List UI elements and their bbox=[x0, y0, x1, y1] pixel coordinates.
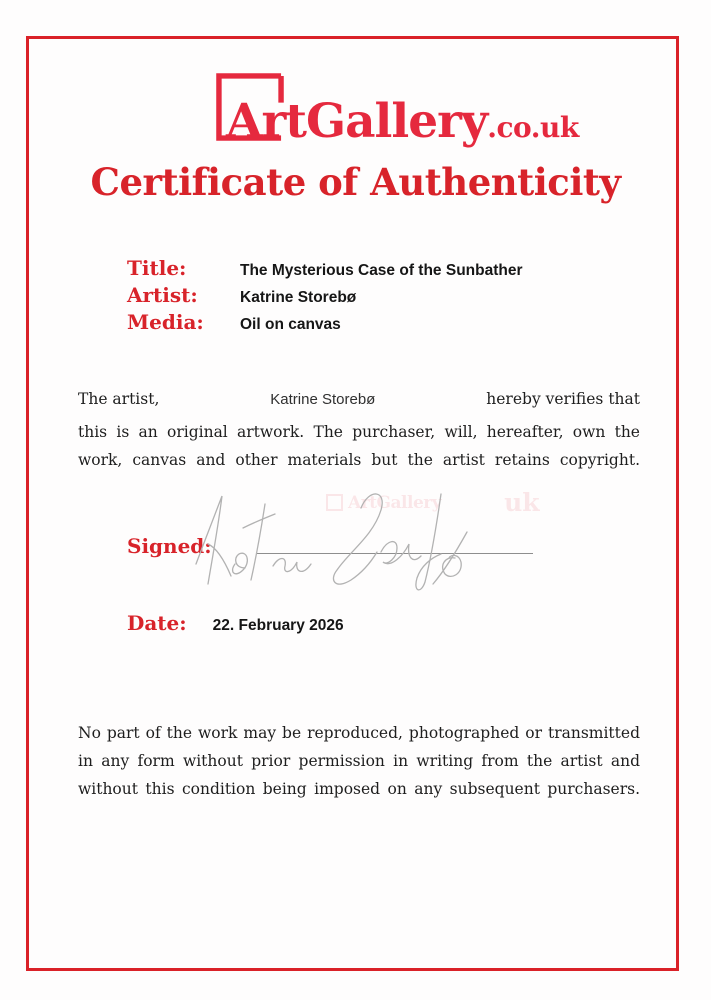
title-value: The Mysterious Case of the Sunbather bbox=[240, 262, 523, 279]
signed-label: Signed: bbox=[127, 534, 212, 558]
field-row-title bbox=[127, 256, 523, 283]
verification-prefix: The artist, bbox=[78, 390, 160, 408]
verification-line1 bbox=[78, 390, 640, 418]
title-label: Title: bbox=[127, 256, 187, 280]
artist-label: Artist: bbox=[127, 283, 198, 307]
logo-art-text: Art bbox=[226, 94, 306, 149]
media-value: Oil on canvas bbox=[240, 316, 341, 333]
artist-signature-handwriting bbox=[165, 478, 475, 603]
artgallery-logo bbox=[215, 72, 579, 154]
certificate-title: Certificate of Authenticity bbox=[90, 160, 621, 204]
artist-value: Katrine Storebø bbox=[240, 289, 357, 306]
field-row-media bbox=[127, 310, 523, 337]
verification-paragraph bbox=[78, 390, 640, 474]
artwork-fields bbox=[127, 256, 523, 337]
date-row bbox=[127, 611, 344, 635]
media-label: Media: bbox=[127, 310, 204, 334]
date-value: 22. February 2026 bbox=[212, 617, 344, 634]
legal-paragraph: No part of the work may be reproduced, photographed or transmitted in any form without prior permission in writing from the artist and without this condition being imposed on any subsequent purchasers. bbox=[78, 724, 640, 798]
verification-suffix: hereby verifies that bbox=[486, 390, 640, 408]
watermark-uk-text: uk bbox=[504, 488, 540, 517]
watermark-text: ArtGallery bbox=[348, 492, 442, 513]
field-row-artist bbox=[127, 283, 523, 310]
logo-tld-text: .co.uk bbox=[487, 111, 579, 144]
date-label: Date: bbox=[127, 611, 187, 635]
logo-wordmark bbox=[226, 94, 579, 149]
verification-body: this is an original artwork. The purchaser, will, hereafter, own the work, canvas and other materials but the artist retains copyright. bbox=[78, 423, 640, 469]
verification-artist-name: Katrine Storebø bbox=[270, 391, 376, 408]
logo-gallery-text: Gallery bbox=[305, 94, 488, 149]
